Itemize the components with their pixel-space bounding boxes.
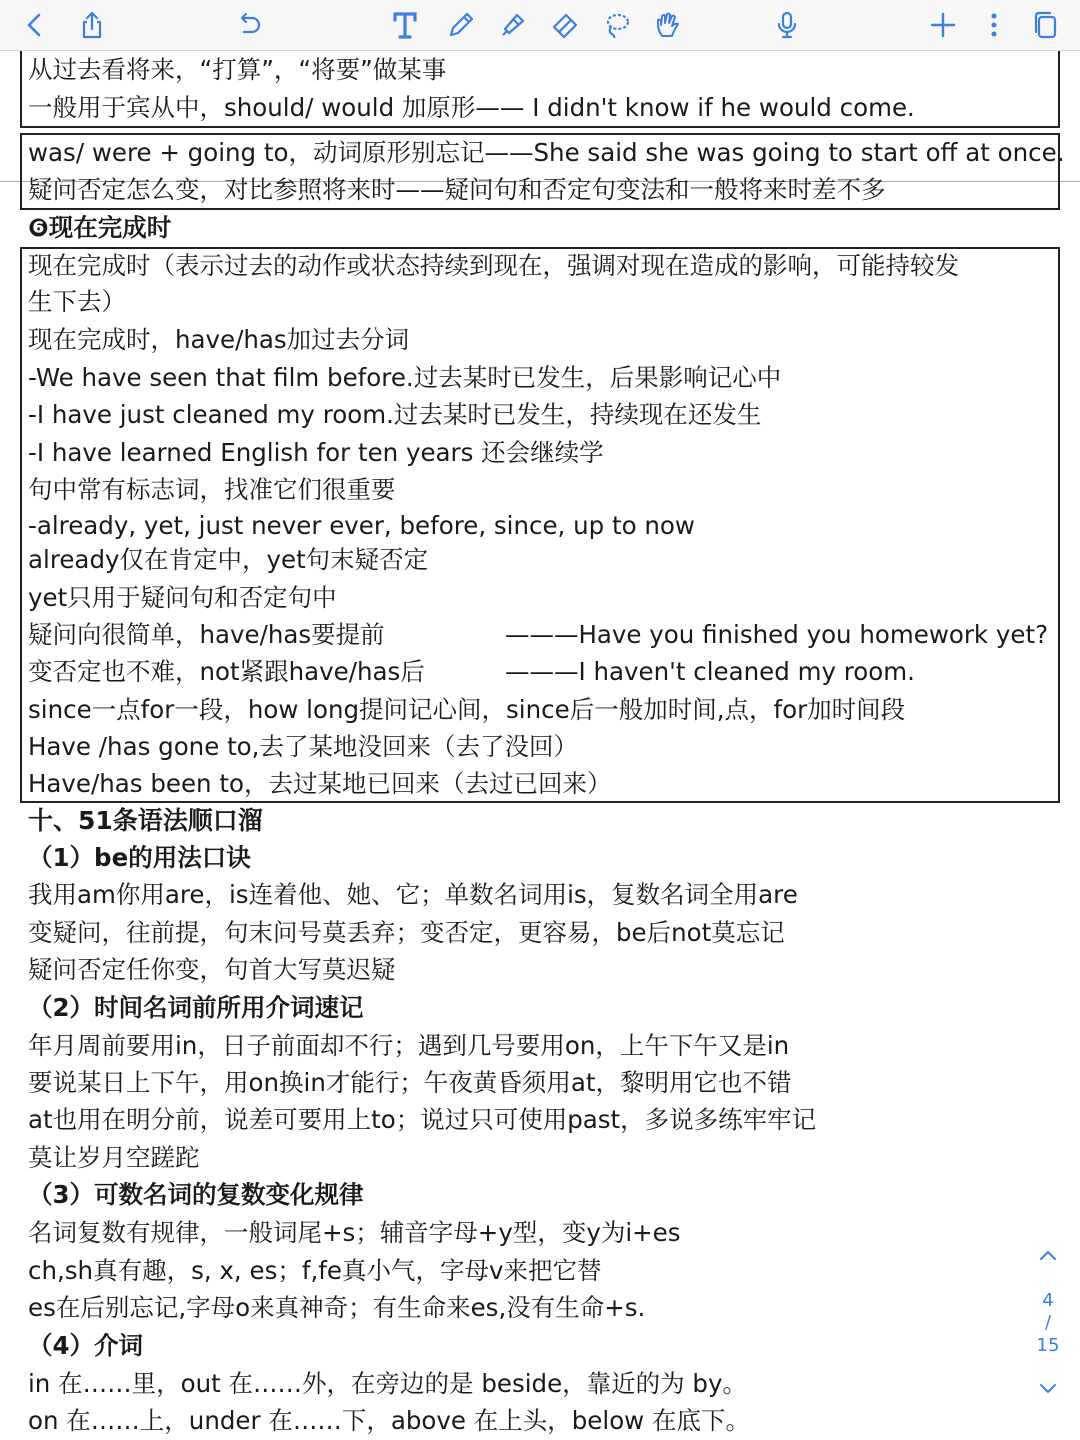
subsection-heading: （4）介词 bbox=[28, 1331, 144, 1360]
next-page-icon[interactable] bbox=[1036, 1376, 1060, 1400]
subsection-heading: （2）时间名词前所用介词速记 bbox=[28, 993, 364, 1022]
text-line: already仅在肯定中，yet句末疑否定 bbox=[28, 545, 429, 574]
text-line: 年月周前要用in，日子前面却不行；遇到几号要用on，上午下午又是in bbox=[28, 1031, 790, 1060]
eraser-icon[interactable] bbox=[548, 8, 582, 42]
text-line: -I have learned English for ten years 还会继续学 bbox=[28, 438, 604, 467]
undo-icon[interactable] bbox=[232, 8, 266, 42]
microphone-icon[interactable] bbox=[770, 8, 804, 42]
text-line: 句中常有标志词，找准它们很重要 bbox=[28, 475, 396, 504]
subsection-heading: （1）be的用法口诀 bbox=[28, 843, 251, 872]
text-line: 名词复数有规律，一般词尾+s；辅音字母+y型，变y为i+es bbox=[28, 1218, 681, 1247]
text-line: ch,sh真有趣，s, x, es；f,fe真小气，字母v来把它替 bbox=[28, 1256, 602, 1285]
text-line: 疑问否定怎么变，对比参照将来时——疑问句和否定句变法和一般将来时差不多 bbox=[28, 175, 886, 204]
example-line: ———I haven't cleaned my room. bbox=[505, 657, 915, 686]
pages-icon[interactable] bbox=[1028, 8, 1062, 42]
page-number-separator: / bbox=[1044, 1312, 1052, 1333]
text-line: since一点for一段，how long提问记心间，since后一般加时间,点，for加时间段 bbox=[28, 695, 906, 724]
pen-icon[interactable] bbox=[444, 8, 478, 42]
text-line: 我用am你用are，is连着他、她、它；单数名词用is，复数名词全用are bbox=[28, 880, 798, 909]
section-heading: ❻现在完成时 bbox=[28, 213, 172, 242]
highlighter-icon[interactable] bbox=[496, 8, 530, 42]
text-line: 要说某日上下午，用on换in才能行；午夜黄昏须用at，黎明用它也不错 bbox=[28, 1068, 792, 1097]
text-line: 变疑问，往前提，句末问号莫丢弃；变否定，更容易，be后not莫忘记 bbox=[28, 918, 785, 947]
text-line: in 在……里，out 在……外，在旁边的是 beside，靠近的为 by。 bbox=[28, 1369, 747, 1398]
total-page-count: 15 bbox=[1036, 1335, 1060, 1356]
previous-page-icon[interactable] bbox=[1036, 1244, 1060, 1268]
text-line: 疑问向很简单，have/has要提前 bbox=[28, 620, 385, 649]
text-line: yet只用于疑问句和否定句中 bbox=[28, 583, 337, 612]
text-line: 莫让岁月空蹉跎 bbox=[28, 1143, 200, 1172]
text-line: -I have just cleaned my room.过去某时已发生，持续现在还发生 bbox=[28, 400, 762, 429]
text-line: -already, yet, just never ever, before, since, up to now bbox=[28, 511, 695, 540]
text-line: on 在……上，under 在……下，above 在上头，below 在底下。 bbox=[28, 1406, 751, 1435]
text-line: was/ were + going to，动词原形别忘记——She said she was going to start off at once. bbox=[28, 138, 1065, 167]
subsection-heading: （3）可数名词的复数变化规律 bbox=[28, 1180, 364, 1209]
text-line: 从过去看将来，“打算”，“将要”做某事 bbox=[28, 55, 447, 84]
add-icon[interactable] bbox=[926, 8, 960, 42]
lasso-icon[interactable] bbox=[600, 8, 634, 42]
section-heading: 十、51条语法顺口溜 bbox=[28, 806, 263, 835]
note-page bbox=[0, 51, 1080, 1440]
text-line: 现在完成时，have/has加过去分词 bbox=[28, 325, 410, 354]
text-line: 现在完成时（表示过去的动作或状态持续到现在，强调对现在造成的影响，可能持较发 bbox=[28, 251, 959, 280]
more-icon[interactable] bbox=[977, 8, 1011, 42]
current-page-number: 4 bbox=[1042, 1290, 1054, 1311]
text-line: 变否定也不难，not紧跟have/has后 bbox=[28, 657, 425, 686]
back-icon[interactable] bbox=[18, 8, 52, 42]
text-tool-icon[interactable] bbox=[388, 8, 422, 42]
example-line: ———Have you finished you homework yet? bbox=[505, 620, 1049, 649]
text-line: 疑问否定任你变，句首大写莫迟疑 bbox=[28, 955, 396, 984]
share-icon[interactable] bbox=[75, 8, 109, 42]
toolbar bbox=[0, 0, 1080, 51]
hand-tool-icon[interactable] bbox=[651, 8, 685, 42]
text-line: 一般用于宾从中，should/ would 加原形—— I didn't know if he would come. bbox=[28, 93, 915, 122]
text-line: es在后别忘记,字母o来真神奇；有生命来es,没有生命+s. bbox=[28, 1293, 646, 1322]
page-indicator bbox=[1030, 1240, 1066, 1400]
text-line: at也用在明分前，说差可要用上to；说过只可使用past，多说多练牢牢记 bbox=[28, 1105, 817, 1134]
text-line: Have /has gone to,去了某地没回来（去了没回） bbox=[28, 732, 578, 761]
text-line: 生下去） bbox=[28, 287, 126, 316]
text-line: Have/has been to，去过某地已回来（去过已回来） bbox=[28, 769, 612, 798]
text-line: -We have seen that film before.过去某时已发生，后果影响记心中 bbox=[28, 363, 782, 392]
